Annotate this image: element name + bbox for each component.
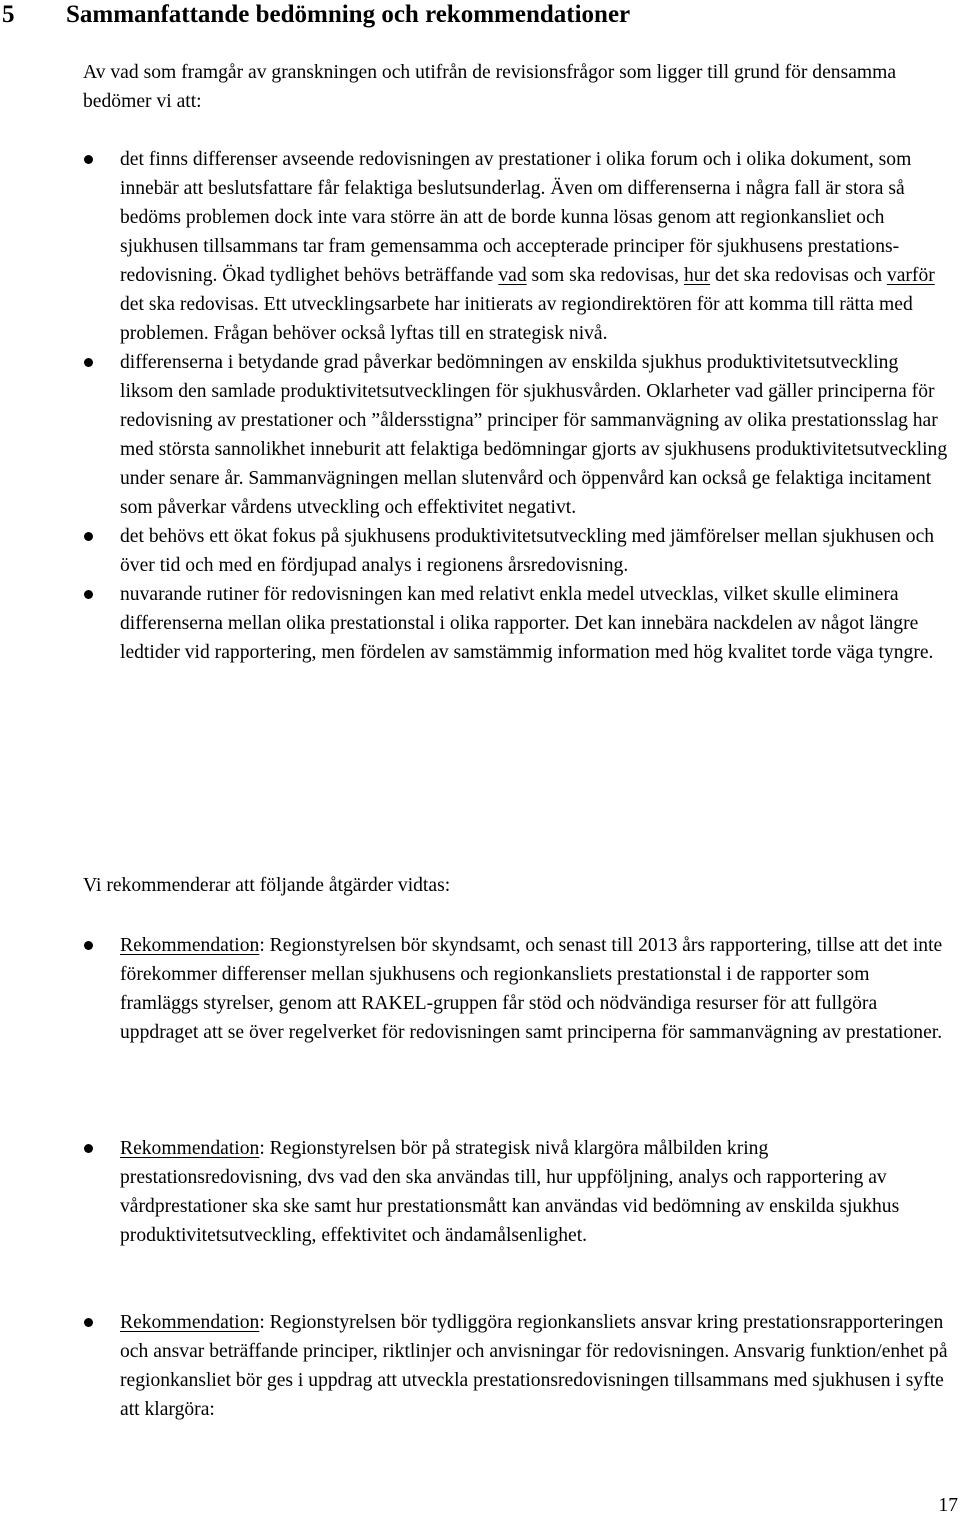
list-item: [0, 580, 950, 667]
list-item-text: det behövs ett ökat fokus på sjukhusens produktivitetsutveckling med jämförelser mellan sjukhusen och över tid och med en fördjupad analys i regionens årsredovisning.: [120, 526, 935, 576]
bullet-icon: [84, 532, 93, 541]
assessment-list: [0, 145, 960, 667]
underlined-word: varför: [886, 265, 935, 286]
recommendation-label: Rekommendation: [120, 935, 260, 956]
bullet-icon: [84, 941, 93, 950]
bullet-icon: [84, 1318, 93, 1327]
recommendation-label: Rekommendation: [120, 1138, 260, 1159]
page-number: 17: [938, 1495, 958, 1516]
section-heading: [2, 0, 630, 30]
list-item-text: Rekommendation: Regionstyrelsen bör tydliggöra regionkansliets ansvar kring prestationsrapporteringen och ansvar beträffande principer, riktlinjer och anvisningar för redovisningen. Ansvarig funktion/enhet på regionkansliet bör ges i uppdrag att utveckla prestationsredovisningen tillsammans med sjukhusen i syfte att klargöra:: [120, 1312, 948, 1420]
list-item: [0, 145, 950, 348]
section-title: Sammanfattande bedömning och rekommendationer: [66, 1, 631, 28]
list-item-text: nuvarande rutiner för redovisningen kan med relativt enkla medel utvecklas, vilket skulle eliminera differenserna mellan olika prestationstal i olika rapporter. Det kan innebära nackdelen av något längre ledtider vid rapportering, men fördelen av samstämmig information med hög kvalitet torde väga tyngre.: [120, 584, 934, 663]
recommendations-intro: Vi rekommenderar att följande åtgärder vidtas:: [83, 875, 451, 896]
recommendation-label: Rekommendation: [120, 1312, 260, 1333]
bullet-icon: [84, 590, 93, 599]
list-item: [0, 522, 950, 580]
bullet-icon: [84, 1144, 93, 1153]
recommendation-item: [0, 931, 960, 1047]
list-item: [0, 1134, 950, 1250]
list-item-text: Rekommendation: Regionstyrelsen bör skyndsamt, och senast till 2013 års rapportering, tillse att det inte förekommer differenser mellan sjukhusens och regionkansliets prestationstal i de rapporter som framläggs styrelser, genom att RAKEL-gruppen får stöd och nödvändiga resurser för att fullgöra uppdraget att se över regelverket för redovisningen samt principerna för sammanvägning av prestationer.: [120, 935, 943, 1043]
list-item: [0, 348, 950, 522]
bullet-icon: [84, 358, 93, 367]
list-item-text: Rekommendation: Regionstyrelsen bör på strategisk nivå klargöra målbilden kring prestationsredovisning, dvs vad den ska användas till, hur uppföljning, analys och rapportering av vårdprestationer ska ske samt hur prestationsmått kan användas vid bedömning av enskilda sjukhus produktivitetsutveckling, effektivitet och ändamålsenlighet.: [120, 1138, 900, 1246]
intro-paragraph: Av vad som framgår av granskningen och utifrån de revisionsfrågor som ligger till grund för densamma bedömer vi att:: [83, 62, 897, 112]
list-item-text: det finns differenser avseende redovisningen av prestationer i olika forum och i olika dokument, som innebär att beslutsfattare får felaktiga beslutsunderlag. Även om differenserna i några fall är stora så bedöms problemen dock inte vara större än att de borde kunna lösas genom att regionkansliet och sjukhusen tillsammans tar fram gemensamma och accepterade principer för sjukhusens prestations-redovisning. Ökad tydlighet behövs beträffande vad som ska redovisas, hur det ska redovisas och varför det ska redovisas. Ett utvecklingsarbete har initierats av regiondirektören för att komma till rätta med problemen. Frågan behöver också lyftas till en strategisk nivå.: [120, 149, 935, 344]
recommendation-item: [0, 1308, 960, 1424]
underlined-word: hur: [683, 265, 711, 286]
list-item-text: differenserna i betydande grad påverkar bedömningen av enskilda sjukhus produktivitetsutveckling liksom den samlade produktivitetsutvecklingen för sjukhusvården. Oklarheter vad gäller principerna för redovisning av prestationer och ”åldersstigna” principer för sammanvägning av olika prestationsslag har med största sannolikhet inneburit att felaktiga bedömningar gjorts av sjukhusens produktivitetsutveckling under senare år. Sammanvägningen mellan slutenvård och öppenvård kan också ge felaktiga incitament som påverkar vårdens utveckling och effektivitet negativt.: [120, 352, 948, 518]
bullet-icon: [84, 155, 93, 164]
section-number: 5: [2, 1, 15, 28]
recommendation-item: [0, 1134, 960, 1250]
list-item: [0, 1308, 950, 1424]
underlined-word: vad: [498, 265, 527, 286]
list-item: [0, 931, 950, 1047]
